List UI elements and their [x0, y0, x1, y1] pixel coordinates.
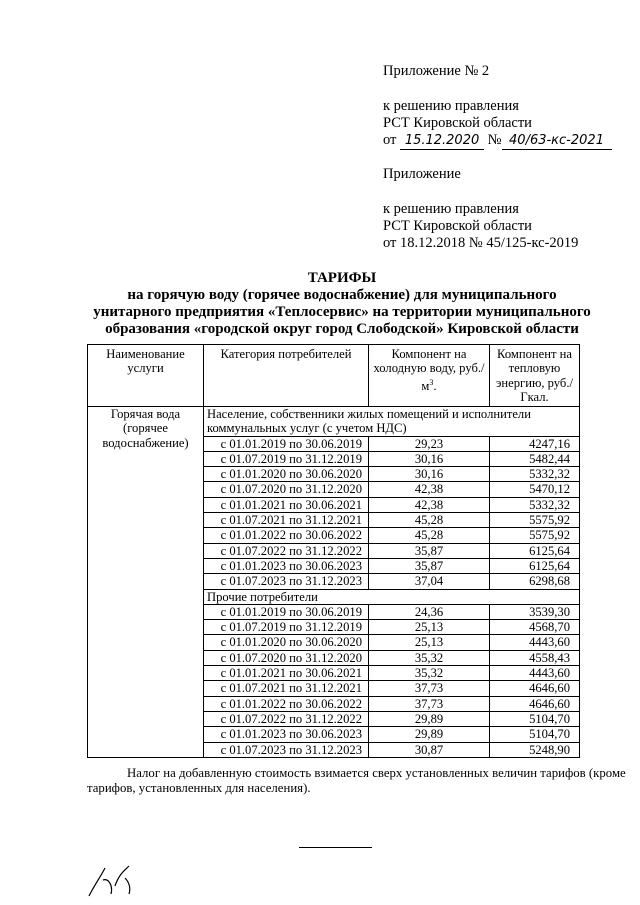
group-name: Население, собственники жилых помещений и исполнители коммунальных услуг (с учетом НДС) — [204, 407, 580, 437]
tariff-table-body — [88, 407, 580, 758]
heat-value: 3539,30 — [490, 604, 580, 619]
heat-value: 6125,64 — [490, 543, 580, 558]
cold-water-value: 24,36 — [369, 604, 490, 619]
original-to-decision: к решению правления — [383, 201, 519, 217]
cold-water-value: 30,87 — [369, 742, 490, 757]
heat-value: 5104,70 — [490, 711, 580, 726]
period-cell: с 01.01.2022 по 30.06.2022 — [204, 528, 369, 543]
cold-water-value: 29,89 — [369, 711, 490, 726]
original-authority: РСТ Кировской области — [383, 218, 532, 234]
heat-value: 4646,60 — [490, 696, 580, 711]
group-row — [88, 407, 580, 437]
cold-water-value: 37,73 — [369, 681, 490, 696]
original-date-number: от 18.12.2018 № 45/125-кс-2019 — [383, 235, 579, 251]
service-name: Горячая вода (горячее водоснабжение) — [88, 407, 204, 758]
heat-value: 6125,64 — [490, 558, 580, 573]
period-cell: с 01.07.2022 по 31.12.2022 — [204, 543, 369, 558]
period-cell: с 01.01.2019 по 30.06.2019 — [204, 436, 369, 451]
heat-value: 4247,16 — [490, 436, 580, 451]
cold-water-value: 35,32 — [369, 666, 490, 681]
period-cell: с 01.07.2019 по 31.12.2019 — [204, 620, 369, 635]
period-cell: с 01.07.2021 по 31.12.2021 — [204, 513, 369, 528]
period-cell: с 01.07.2022 по 31.12.2022 — [204, 711, 369, 726]
signature-mark — [85, 860, 145, 900]
cold-water-value: 25,13 — [369, 620, 490, 635]
heading-line-3: унитарного предприятия «Теплосервис» на территории муниципального — [93, 304, 591, 320]
cold-water-value: 35,87 — [369, 543, 490, 558]
handwritten-number: 40/63-кс-2021 — [502, 132, 612, 150]
period-cell: с 01.01.2023 по 30.06.2023 — [204, 727, 369, 742]
period-cell: с 01.01.2023 по 30.06.2023 — [204, 558, 369, 573]
original-appendix-header — [383, 166, 578, 252]
heat-value: 4646,60 — [490, 681, 580, 696]
cold-water-value: 45,28 — [369, 513, 490, 528]
tariff-table — [87, 344, 580, 758]
heat-value: 5332,32 — [490, 467, 580, 482]
group-name: Прочие потребители — [204, 589, 580, 604]
period-cell: с 01.01.2019 по 30.06.2019 — [204, 604, 369, 619]
period-cell: с 01.01.2022 по 30.06.2022 — [204, 696, 369, 711]
period-cell: с 01.07.2020 по 31.12.2020 — [204, 482, 369, 497]
cold-water-value: 42,38 — [369, 497, 490, 512]
heading-line-1: ТАРИФЫ — [307, 270, 377, 286]
appendix-title: Приложение № 2 — [383, 63, 490, 79]
header-category: Категория потребителей — [204, 345, 369, 407]
period-cell: с 01.01.2020 по 30.06.2020 — [204, 635, 369, 650]
period-cell: с 01.07.2020 по 31.12.2020 — [204, 650, 369, 665]
cold-water-value: 25,13 — [369, 635, 490, 650]
heat-value: 5332,32 — [490, 497, 580, 512]
header-heat: Компонент на тепловую энергию, руб./Гкал. — [490, 345, 580, 407]
heading-line-2: на горячую воду (горячее водоснабжение) для муниципального — [127, 287, 557, 303]
appendix-from-word: от — [383, 132, 397, 148]
cold-water-value: 29,89 — [369, 727, 490, 742]
period-cell: с 01.07.2023 по 31.12.2023 — [204, 742, 369, 757]
separator-line — [299, 847, 372, 848]
period-cell: с 01.01.2021 по 30.06.2021 — [204, 497, 369, 512]
cold-water-value: 37,04 — [369, 574, 490, 589]
cold-water-value: 45,28 — [369, 528, 490, 543]
header-cold-water: Компонент на холодную воду, $руб./м^3$. — [369, 345, 490, 407]
period-cell: с 01.07.2019 по 31.12.2019 — [204, 451, 369, 466]
heat-value: 5470,12 — [490, 482, 580, 497]
vat-note: Налог на добавленную стоимость взимается сверх установленных величин тарифов (кроме тарифов, установленных для населения). — [87, 766, 626, 795]
cold-water-value: 30,16 — [369, 451, 490, 466]
heading-line-4: образования «городской округ город Слободской» Кировской области — [105, 321, 579, 337]
cold-water-value: 30,16 — [369, 467, 490, 482]
period-cell: с 01.01.2021 по 30.06.2021 — [204, 666, 369, 681]
heat-value: 5104,70 — [490, 727, 580, 742]
original-appendix-title: Приложение — [383, 166, 461, 182]
appendix-to-decision: к решению правления — [383, 98, 519, 114]
header-service: Наименование услуги — [88, 345, 204, 407]
heat-value: 5482,44 — [490, 451, 580, 466]
period-cell: с 01.07.2021 по 31.12.2021 — [204, 681, 369, 696]
heat-value: 4443,60 — [490, 666, 580, 681]
heat-value: 4558,43 — [490, 650, 580, 665]
cold-water-value: 35,32 — [369, 650, 490, 665]
document-heading — [72, 270, 612, 338]
appendix-header — [383, 63, 612, 150]
appendix-date-line — [383, 132, 612, 150]
cold-water-value: 29,23 — [369, 436, 490, 451]
appendix-authority: РСТ Кировской области — [383, 115, 532, 131]
period-cell: с 01.07.2023 по 31.12.2023 — [204, 574, 369, 589]
appendix-number-sign: № — [487, 132, 502, 148]
period-cell: с 01.01.2020 по 30.06.2020 — [204, 467, 369, 482]
cold-water-value: 42,38 — [369, 482, 490, 497]
heat-value: 5575,92 — [490, 528, 580, 543]
heat-value: 4443,60 — [490, 635, 580, 650]
cold-water-value: 35,87 — [369, 558, 490, 573]
handwritten-date: 15.12.2020 — [400, 132, 484, 150]
heat-value: 5248,90 — [490, 742, 580, 757]
heat-value: 5575,92 — [490, 513, 580, 528]
heat-value: 4568,70 — [490, 620, 580, 635]
cold-water-value: 37,73 — [369, 696, 490, 711]
heat-value: 6298,68 — [490, 574, 580, 589]
